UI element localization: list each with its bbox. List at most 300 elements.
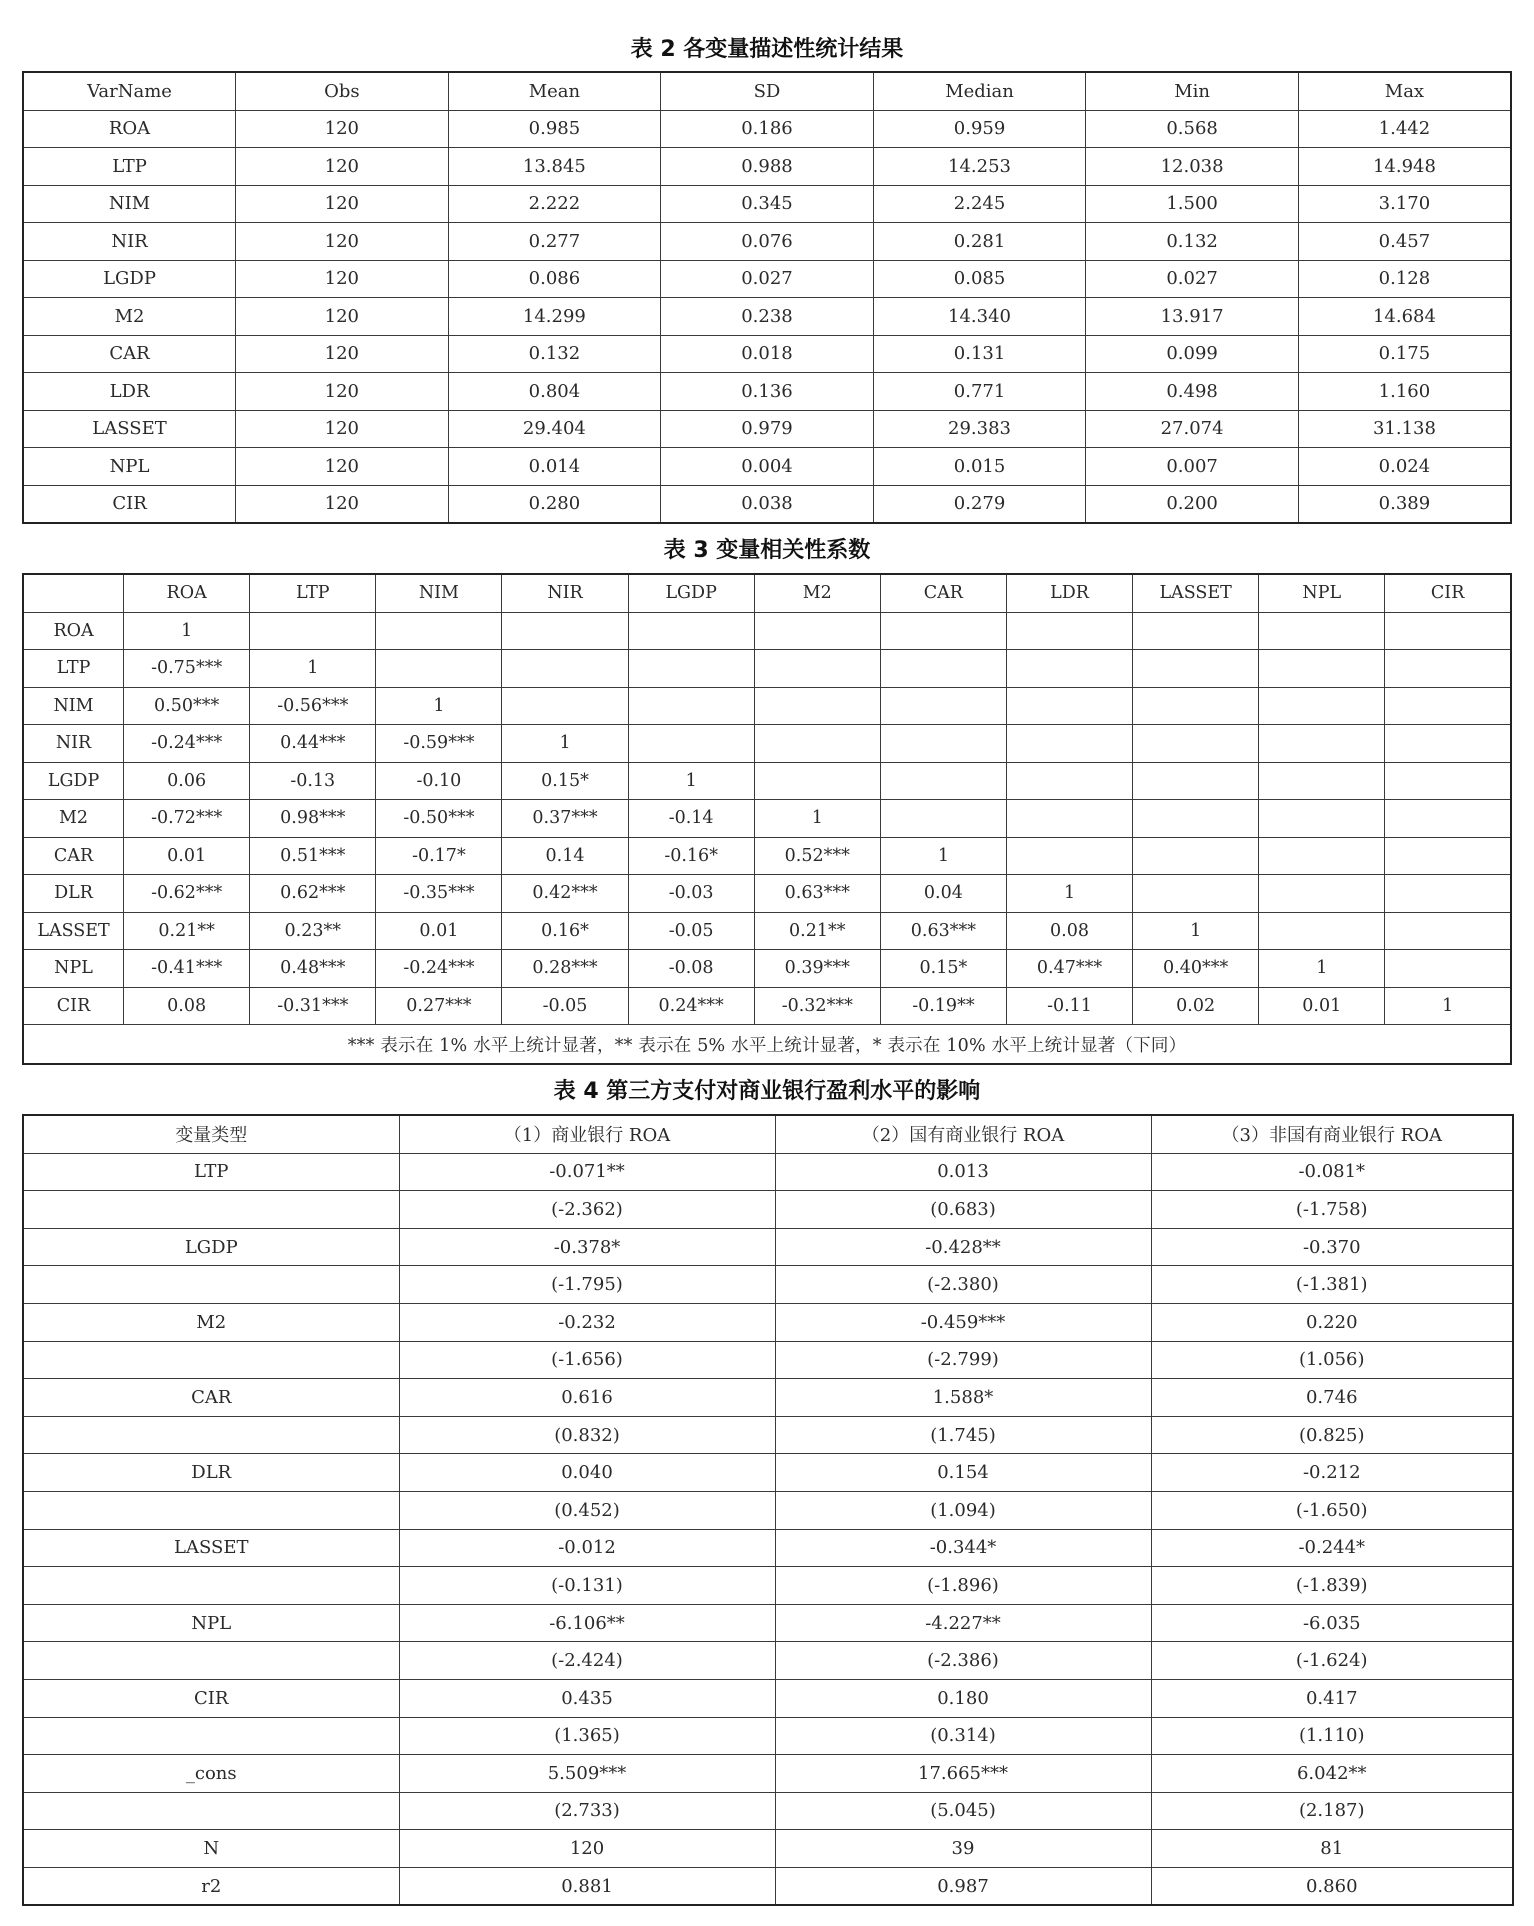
table-cell: 0.027 [1086, 260, 1299, 298]
column-header: Mean [448, 72, 661, 110]
table-cell [754, 612, 880, 650]
table-cell: 0.27*** [376, 987, 502, 1025]
table-cell: (0.683) [775, 1191, 1151, 1229]
table-cell: 0.08 [1006, 912, 1132, 950]
table-cell: 0.21** [124, 912, 250, 950]
row-label [23, 1642, 399, 1680]
table-cell: (1.094) [775, 1491, 1151, 1529]
column-header: Min [1086, 72, 1299, 110]
column-header: VarName [23, 72, 236, 110]
column-header: NPL [1259, 574, 1385, 612]
table-cell [1133, 650, 1259, 688]
table-cell: 1.500 [1086, 185, 1299, 223]
table-cell: -0.32*** [754, 987, 880, 1025]
table-cell [880, 612, 1006, 650]
table-cell: -0.03 [628, 875, 754, 913]
table-cell: -0.212 [1151, 1454, 1513, 1492]
row-label [23, 1341, 399, 1379]
row-label: LTP [23, 148, 236, 186]
table-cell: -0.72*** [124, 800, 250, 838]
table-row [23, 110, 1511, 148]
table-cell [880, 762, 1006, 800]
table-cell: (1.745) [775, 1416, 1151, 1454]
table-cell: (2.733) [399, 1792, 775, 1830]
table-cell: 0.42*** [502, 875, 628, 913]
table-cell: 0.015 [873, 448, 1086, 486]
table-cell: -0.370 [1151, 1228, 1513, 1266]
table-cell [628, 612, 754, 650]
row-label: NIR [23, 725, 124, 763]
table-row [23, 1303, 1513, 1341]
table-cell: 2.245 [873, 185, 1086, 223]
table-cell: 0.007 [1086, 448, 1299, 486]
table-cell [1259, 875, 1385, 913]
table-cell: 0.881 [399, 1867, 775, 1905]
table-cell [1006, 687, 1132, 725]
table-cell: 0.04 [880, 875, 1006, 913]
table-cell: (-1.650) [1151, 1491, 1513, 1529]
table-cell: 0.279 [873, 485, 1086, 523]
table-cell: -0.378* [399, 1228, 775, 1266]
table-cell: (-2.380) [775, 1266, 1151, 1304]
table-cell: 12.038 [1086, 148, 1299, 186]
row-label [23, 1792, 399, 1830]
table-cell: 0.37*** [502, 800, 628, 838]
table-cell: -0.31*** [250, 987, 376, 1025]
table-cell: 0.027 [661, 260, 874, 298]
table-cell: -0.071** [399, 1153, 775, 1191]
column-header: NIR [502, 574, 628, 612]
table-cell: 0.175 [1298, 335, 1511, 373]
row-label [23, 1717, 399, 1755]
table-cell: (1.110) [1151, 1717, 1513, 1755]
table-cell: 0.15* [502, 762, 628, 800]
table-cell: 0.616 [399, 1379, 775, 1417]
table-cell: -6.035 [1151, 1604, 1513, 1642]
table-row [23, 1717, 1513, 1755]
table-cell [754, 650, 880, 688]
row-label: CAR [23, 335, 236, 373]
table-cell: 0.280 [448, 485, 661, 523]
table-cell: 0.01 [124, 837, 250, 875]
table-cell [1006, 837, 1132, 875]
table-cell: 0.51*** [250, 837, 376, 875]
table-cell [1133, 612, 1259, 650]
row-label: CIR [23, 987, 124, 1025]
column-header: LTP [250, 574, 376, 612]
table-cell: 120 [236, 110, 449, 148]
table-row [23, 612, 1511, 650]
table-cell: 1 [754, 800, 880, 838]
table-cell: -0.428** [775, 1228, 1151, 1266]
table-cell: (-0.131) [399, 1567, 775, 1605]
table-cell: 39 [775, 1830, 1151, 1868]
table-cell: (-2.362) [399, 1191, 775, 1229]
table-cell: 0.21** [754, 912, 880, 950]
table-cell: 0.52*** [754, 837, 880, 875]
table-cell: -0.19** [880, 987, 1006, 1025]
table-row [23, 875, 1511, 913]
table-cell [1385, 837, 1511, 875]
table-cell: 0.987 [775, 1867, 1151, 1905]
table-cell: (-2.424) [399, 1642, 775, 1680]
table-cell: 0.014 [448, 448, 661, 486]
table-row [23, 1567, 1513, 1605]
table-cell: 0.040 [399, 1454, 775, 1492]
table-cell [1006, 725, 1132, 763]
table-cell: 120 [236, 335, 449, 373]
table-cell: 0.180 [775, 1679, 1151, 1717]
table-cell: 1.160 [1298, 373, 1511, 411]
table-cell [1133, 837, 1259, 875]
table-cell: -0.05 [502, 987, 628, 1025]
table-cell: -0.08 [628, 950, 754, 988]
table-cell [880, 800, 1006, 838]
table-row [23, 223, 1511, 261]
row-label: M2 [23, 298, 236, 336]
row-label [23, 1266, 399, 1304]
table-row [23, 1491, 1513, 1529]
row-label: M2 [23, 1303, 399, 1341]
table-cell: 0.39*** [754, 950, 880, 988]
table-cell: (0.314) [775, 1717, 1151, 1755]
table-cell [1133, 800, 1259, 838]
table-cell: 0.498 [1086, 373, 1299, 411]
table-cell [1006, 612, 1132, 650]
table-cell: -0.012 [399, 1529, 775, 1567]
table-cell [1259, 687, 1385, 725]
table-cell: 14.253 [873, 148, 1086, 186]
table-row [23, 1341, 1513, 1379]
table-cell: 0.131 [873, 335, 1086, 373]
table-cell: 0.959 [873, 110, 1086, 148]
table-cell: 0.979 [661, 410, 874, 448]
table-cell: 0.132 [448, 335, 661, 373]
table-cell [880, 650, 1006, 688]
table-cell: 13.917 [1086, 298, 1299, 336]
table-cell: 120 [236, 223, 449, 261]
table-row [23, 185, 1511, 223]
table-cell: -0.081* [1151, 1153, 1513, 1191]
table-cell: 120 [236, 448, 449, 486]
table-cell: 0.40*** [1133, 950, 1259, 988]
row-label [23, 1416, 399, 1454]
table-cell: 0.417 [1151, 1679, 1513, 1717]
table-cell: -0.56*** [250, 687, 376, 725]
table-cell [1259, 762, 1385, 800]
table-cell: 0.568 [1086, 110, 1299, 148]
table-cell: -0.16* [628, 837, 754, 875]
table-cell: 0.15* [880, 950, 1006, 988]
table-cell: -0.62*** [124, 875, 250, 913]
table-cell: (-1.656) [399, 1341, 775, 1379]
table-cell: 0.48*** [250, 950, 376, 988]
correlation-table [22, 573, 1512, 1065]
table-cell [1133, 687, 1259, 725]
table-cell: -0.05 [628, 912, 754, 950]
table-cell: -0.24*** [376, 950, 502, 988]
table-cell [628, 725, 754, 763]
column-header: Max [1298, 72, 1511, 110]
table-cell: 120 [236, 373, 449, 411]
table-cell: 0.985 [448, 110, 661, 148]
table-cell: 0.02 [1133, 987, 1259, 1025]
table-cell [1133, 762, 1259, 800]
table-cell: 0.238 [661, 298, 874, 336]
column-header: Median [873, 72, 1086, 110]
table-cell: (-1.758) [1151, 1191, 1513, 1229]
table-cell [1385, 912, 1511, 950]
table-cell [880, 725, 1006, 763]
table-cell: 0.136 [661, 373, 874, 411]
table-row [23, 1830, 1513, 1868]
table-cell: 0.14 [502, 837, 628, 875]
table-cell [754, 687, 880, 725]
table-row [23, 1867, 1513, 1905]
table-cell: 13.845 [448, 148, 661, 186]
table-cell: 29.383 [873, 410, 1086, 448]
column-header: 变量类型 [23, 1115, 399, 1153]
table-cell: (-1.839) [1151, 1567, 1513, 1605]
table-cell: (-1.624) [1151, 1642, 1513, 1680]
row-label: LDR [23, 373, 236, 411]
table-row [23, 725, 1511, 763]
table-cell [1006, 650, 1132, 688]
table-cell [1006, 800, 1132, 838]
table-cell: 0.004 [661, 448, 874, 486]
table-cell: -0.232 [399, 1303, 775, 1341]
table-cell: -0.13 [250, 762, 376, 800]
column-header: Obs [236, 72, 449, 110]
table-cell: 29.404 [448, 410, 661, 448]
table-cell [1259, 800, 1385, 838]
table-cell: (-1.381) [1151, 1266, 1513, 1304]
table-cell: 0.132 [1086, 223, 1299, 261]
table-cell: -0.14 [628, 800, 754, 838]
table-cell: 14.684 [1298, 298, 1511, 336]
table-row [23, 1792, 1513, 1830]
table-cell: 1 [124, 612, 250, 650]
row-label: DLR [23, 1454, 399, 1492]
table-cell [1259, 612, 1385, 650]
table-cell: 0.220 [1151, 1303, 1513, 1341]
row-label: CAR [23, 1379, 399, 1417]
table-cell: (2.187) [1151, 1792, 1513, 1830]
row-label: LASSET [23, 912, 124, 950]
column-header: CAR [880, 574, 1006, 612]
table-cell: 14.299 [448, 298, 661, 336]
table-cell: (-1.896) [775, 1567, 1151, 1605]
table-row [23, 1266, 1513, 1304]
table-cell: -0.75*** [124, 650, 250, 688]
table-row [23, 1642, 1513, 1680]
table-cell: (0.825) [1151, 1416, 1513, 1454]
table-cell: 0.98*** [250, 800, 376, 838]
table-cell: 1 [1259, 950, 1385, 988]
table-cell: 0.62*** [250, 875, 376, 913]
table-row [23, 987, 1511, 1025]
row-label: r2 [23, 1867, 399, 1905]
table-cell: 14.340 [873, 298, 1086, 336]
table-cell: 120 [236, 485, 449, 523]
descriptive-statistics-table [22, 71, 1512, 524]
table-cell: -0.11 [1006, 987, 1132, 1025]
table-cell [250, 612, 376, 650]
table-cell [1385, 762, 1511, 800]
table-cell: 14.948 [1298, 148, 1511, 186]
column-header: ROA [124, 574, 250, 612]
table-cell [1385, 950, 1511, 988]
column-header: SD [661, 72, 874, 110]
table-cell: -0.24*** [124, 725, 250, 763]
table-row [23, 260, 1511, 298]
table-cell: 0.435 [399, 1679, 775, 1717]
row-label: DLR [23, 875, 124, 913]
table-cell: 0.746 [1151, 1379, 1513, 1417]
table-cell: 0.277 [448, 223, 661, 261]
regression-results-table [22, 1114, 1514, 1906]
column-header: M2 [754, 574, 880, 612]
table-cell: -0.459*** [775, 1303, 1151, 1341]
table-cell [1385, 725, 1511, 763]
table-cell [376, 650, 502, 688]
table-cell: (1.056) [1151, 1341, 1513, 1379]
table-cell: 0.16* [502, 912, 628, 950]
column-header: LGDP [628, 574, 754, 612]
table-cell: 0.50*** [124, 687, 250, 725]
row-label: LGDP [23, 762, 124, 800]
table-cell [628, 687, 754, 725]
table-cell: 0.24*** [628, 987, 754, 1025]
table-cell: 17.665*** [775, 1755, 1151, 1793]
table-cell: 0.771 [873, 373, 1086, 411]
table-cell: (1.365) [399, 1717, 775, 1755]
table-cell: 0.23** [250, 912, 376, 950]
row-label: _cons [23, 1755, 399, 1793]
table-cell: (-1.795) [399, 1266, 775, 1304]
row-label: NIR [23, 223, 236, 261]
table2-caption: 表 2 各变量描述性统计结果 [630, 37, 904, 62]
table-row [23, 650, 1511, 688]
column-header: （3）非国有商业银行 ROA [1151, 1115, 1513, 1153]
row-label: LTP [23, 1153, 399, 1191]
table-cell: 1.588* [775, 1379, 1151, 1417]
table-cell: 120 [236, 185, 449, 223]
table-row [23, 1416, 1513, 1454]
table-cell [502, 612, 628, 650]
table-cell [1385, 800, 1511, 838]
row-label: ROA [23, 110, 236, 148]
row-label: CIR [23, 1679, 399, 1717]
table-row [23, 448, 1511, 486]
table-cell: (0.832) [399, 1416, 775, 1454]
table-cell: 0.085 [873, 260, 1086, 298]
column-header: LDR [1006, 574, 1132, 612]
table-cell: -6.106** [399, 1604, 775, 1642]
table-row [23, 1191, 1513, 1229]
table-cell [1259, 912, 1385, 950]
table-row [23, 1454, 1513, 1492]
row-label: LGDP [23, 1228, 399, 1266]
row-label: LASSET [23, 410, 236, 448]
column-header [23, 574, 124, 612]
row-label [23, 1191, 399, 1229]
table-cell: -0.344* [775, 1529, 1151, 1567]
row-label: N [23, 1830, 399, 1868]
table-row [23, 1604, 1513, 1642]
table-cell: 0.860 [1151, 1867, 1513, 1905]
table-cell [1385, 687, 1511, 725]
table-cell: 1 [628, 762, 754, 800]
row-label: LGDP [23, 260, 236, 298]
table-cell [1133, 875, 1259, 913]
table-cell: -0.50*** [376, 800, 502, 838]
table-cell: 120 [236, 260, 449, 298]
column-header: CIR [1385, 574, 1511, 612]
table2-header-row [23, 72, 1511, 110]
column-header: LASSET [1133, 574, 1259, 612]
table-cell: (-2.799) [775, 1341, 1151, 1379]
table-cell [1259, 837, 1385, 875]
table-cell: 0.457 [1298, 223, 1511, 261]
table-cell [754, 762, 880, 800]
table-row [23, 485, 1511, 523]
table-cell [1385, 650, 1511, 688]
table-cell: 3.170 [1298, 185, 1511, 223]
table-cell: 1 [1385, 987, 1511, 1025]
table3-caption: 表 3 变量相关性系数 [663, 538, 871, 563]
table-cell: 0.389 [1298, 485, 1511, 523]
table-cell: -4.227** [775, 1604, 1151, 1642]
table-cell [1385, 612, 1511, 650]
table-row [23, 1755, 1513, 1793]
table-cell: 0.024 [1298, 448, 1511, 486]
table-cell: 0.038 [661, 485, 874, 523]
table-cell: 120 [236, 148, 449, 186]
table-cell: 0.804 [448, 373, 661, 411]
table-cell: (-2.386) [775, 1642, 1151, 1680]
table-cell [1006, 762, 1132, 800]
table-cell: 0.01 [376, 912, 502, 950]
table-cell: 0.345 [661, 185, 874, 223]
row-label: NPL [23, 448, 236, 486]
table-cell [502, 650, 628, 688]
table-row [23, 1379, 1513, 1417]
table-cell: 5.509*** [399, 1755, 775, 1793]
column-header: （2）国有商业银行 ROA [775, 1115, 1151, 1153]
table-cell: (5.045) [775, 1792, 1151, 1830]
table-cell: 31.138 [1298, 410, 1511, 448]
table-cell: -0.35*** [376, 875, 502, 913]
table-row [23, 1228, 1513, 1266]
row-label: CIR [23, 485, 236, 523]
table-cell: 0.186 [661, 110, 874, 148]
table-cell: 0.01 [1259, 987, 1385, 1025]
table-cell: 1 [880, 837, 1006, 875]
row-label [23, 1491, 399, 1529]
table-cell: -0.10 [376, 762, 502, 800]
table-cell: 0.076 [661, 223, 874, 261]
table-cell: 1 [376, 687, 502, 725]
table-row [23, 687, 1511, 725]
table-row [23, 800, 1511, 838]
table4-header-row [23, 1115, 1513, 1153]
row-label: NPL [23, 1604, 399, 1642]
table-cell: 1 [502, 725, 628, 763]
table-cell: -0.244* [1151, 1529, 1513, 1567]
table-cell: 120 [236, 410, 449, 448]
table3-header-row [23, 574, 1511, 612]
